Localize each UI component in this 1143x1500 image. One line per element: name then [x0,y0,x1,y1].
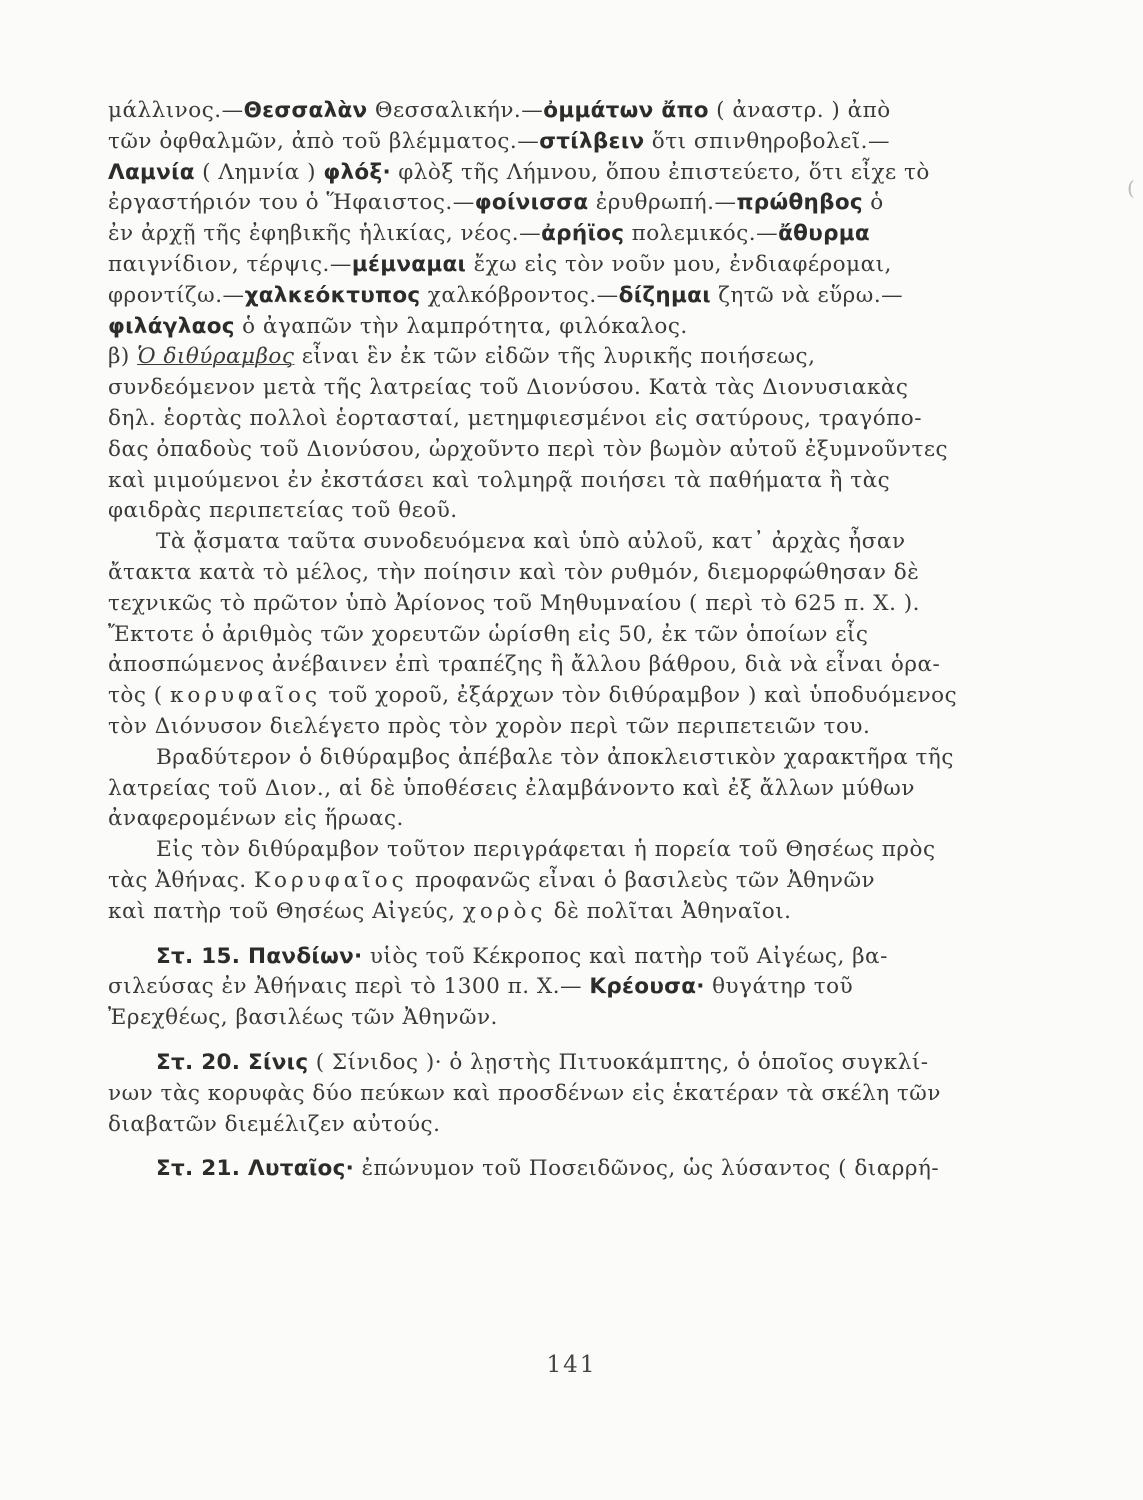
text-line: φαιδρὰς περιπετείας τοῦ θεοῦ. [108,498,458,524]
text-line: φροντίζω.—χαλκεόκτυπος χαλκόβροντος.—δίζημαι ζητῶ νὰ εὕρω.— [108,282,904,308]
dithyramb-paragraph [108,342,953,527]
text-line: ἄτακτα κατὰ τὸ μέλος, τὴν ποίησιν καὶ τὸν ρυθμόν, διεμορφώθησαν δὲ [108,559,920,585]
theseus-paragraph [108,835,953,927]
text-line: β) Ὁ διθύραμβος εἶναι ἓν ἐκ τῶν εἰδῶν τῆς λυρικῆς ποιήσεως, [108,344,816,370]
text-line: Εἰς τὸν διθύραμβον τοῦτον περιγράφεται ἡ πορεία τοῦ Θησέως πρὸς [156,837,936,863]
text-line: μάλλινος.—Θεσσαλὰν Θεσσαλικήν.—ὀμμάτων ἄπο ( ἀναστρ. ) ἀπὸ [108,98,891,123]
text-line: ἀποσπώμενος ἀνέβαινεν ἐπὶ τραπέζης ἢ ἄλλου βάθρου, διὰ νὰ εἶναι ὁρα- [108,652,941,678]
page-number: 141 [546,1352,597,1378]
text-line: Στ. 20. Σίνις ( Σίνιδος )· ὁ λῃστὴς Πιτυοκάμπτης, ὁ ὁποῖος συγκλί- [156,1049,929,1075]
page-text [108,96,958,1185]
text-line: διαβατῶν διεμέλιζεν αὐτούς. [108,1111,441,1137]
text-line: Στ. 15. Πανδίων· υἱὸς τοῦ Κέκροπος καὶ πατὴρ τοῦ Αἰγέως, βα- [156,943,888,969]
text-line: Λαμνία ( Λημνία ) φλόξ· φλὸξ τῆς Λήμνου, ὅπου ἐπιστεύετο, ὅτι εἶχε τὸ [108,159,930,185]
text-line: Βραδύτερον ὁ διθύραμβος ἀπέβαλε τὸν ἀποκλειστικὸν χαρακτῆρα τῆς [156,744,954,770]
text-line: συνδεόμενον μετὰ τῆς λατρείας τοῦ Διονύσου. Κατὰ τὰς Διονυσιακὰς [108,375,909,401]
text-line: νων τὰς κορυφὰς δύο πεύκων καὶ προσδένων εἰς ἑκατέραν τὰ σκέλη τῶν [108,1080,941,1106]
text-line: καὶ μιμούμενοι ἐν ἐκστάσει καὶ τολμηρᾷ ποιήσει τὰ παθήματα ἢ τὰς [108,467,891,493]
note-verse-21 [108,1154,953,1185]
text-line: Τὰ ᾄσματα ταῦτα συνοδευόμενα καὶ ὑπὸ αὐλοῦ, κατ᾽ ἀρχὰς ἦσαν [156,529,906,555]
text-line: τεχνικῶς τὸ πρῶτον ὑπὸ Ἀρίονος τοῦ Μηθυμναίου ( περὶ τὸ 625 π. Χ. ). [108,590,920,616]
text-line: ἐν ἀρχῇ τῆς ἐφηβικῆς ἡλικίας, νέος.—ἀρήϊος πολεμικός.—ἄθυρμα [108,221,870,247]
text-line: λατρείας τοῦ Διον., αἱ δὲ ὑποθέσεις ἐλαμβάνοντο καὶ ἐξ ἄλλων μύθων [108,775,915,801]
note-verse-15 [108,942,953,1034]
text-line: σιλεύσας ἐν Ἀθήναις περὶ τὸ 1300 π. Χ.— Κρέουσα· θυγάτηρ τοῦ [108,974,854,1000]
text-line: τὸς ( κορυφαῖος τοῦ χοροῦ, ἐξάρχων τὸν διθύραμβον ) καὶ ὑποδυόμενος [108,683,958,709]
text-line: Ἐρεχθέως, βασιλέως τῶν Ἀθηνῶν. [108,1005,498,1031]
text-line: τὸν Διόνυσον διελέγετο πρὸς τὸν χορὸν περὶ τῶν περιπετειῶν του. [108,713,871,739]
text-line: φιλάγλαος ὁ ἀγαπῶν τὴν λαμπρότητα, φιλόκαλος. [108,313,688,339]
note-verse-20 [108,1048,953,1140]
text-line: δηλ. ἑορτὰς πολλοὶ ἑορτασταί, μετημφιεσμένοι εἰς σατύρους, τραγόπο- [108,405,922,431]
text-line: τὰς Ἀθήνας. Κορυφαῖος προφανῶς εἶναι ὁ βασιλεὺς τῶν Ἀθηνῶν [108,867,876,893]
text-line: τῶν ὀφθαλμῶν, ἀπὸ τοῦ βλέμματος.—στίλβειν ὅτι σπινθηροβολεῖ.— [108,128,891,154]
text-line: ἀναφερομένων εἰς ἥρωας. [108,806,404,832]
glossary-block [108,96,953,342]
text-line: καὶ πατὴρ τοῦ Θησέως Αἰγεύς, χορὸς δὲ πολῖται Ἀθηναῖοι. [108,898,792,924]
text-line: Ἔκτοτε ὁ ἀριθμὸς τῶν χορευτῶν ὡρίσθη εἰς 50, ἐκ τῶν ὁποίων εἷς [108,621,869,647]
text-line: Στ. 21. Λυταῖος· ἐπώνυμον τοῦ Ποσειδῶνος, ὡς λύσαντος ( διαρρή- [156,1156,940,1182]
later-paragraph [108,743,953,835]
songs-paragraph [108,527,958,743]
text-line: παιγνίδιον, τέρψις.—μέμναμαι ἔχω εἰς τὸν νοῦν μου, ἐνδιαφέρομαι, [108,251,892,277]
text-line: ἐργαστήριόν του ὁ Ἥφαιστος.—φοίνισσα ἐρυθρωπή.—πρώθηβος ὁ [108,190,884,216]
margin-mark: ( [1127,176,1135,200]
text-line: δας ὀπαδοὺς τοῦ Διονύσου, ὠρχοῦντο περὶ τὸν βωμὸν αὐτοῦ ἐξυμνοῦντες [108,436,949,462]
